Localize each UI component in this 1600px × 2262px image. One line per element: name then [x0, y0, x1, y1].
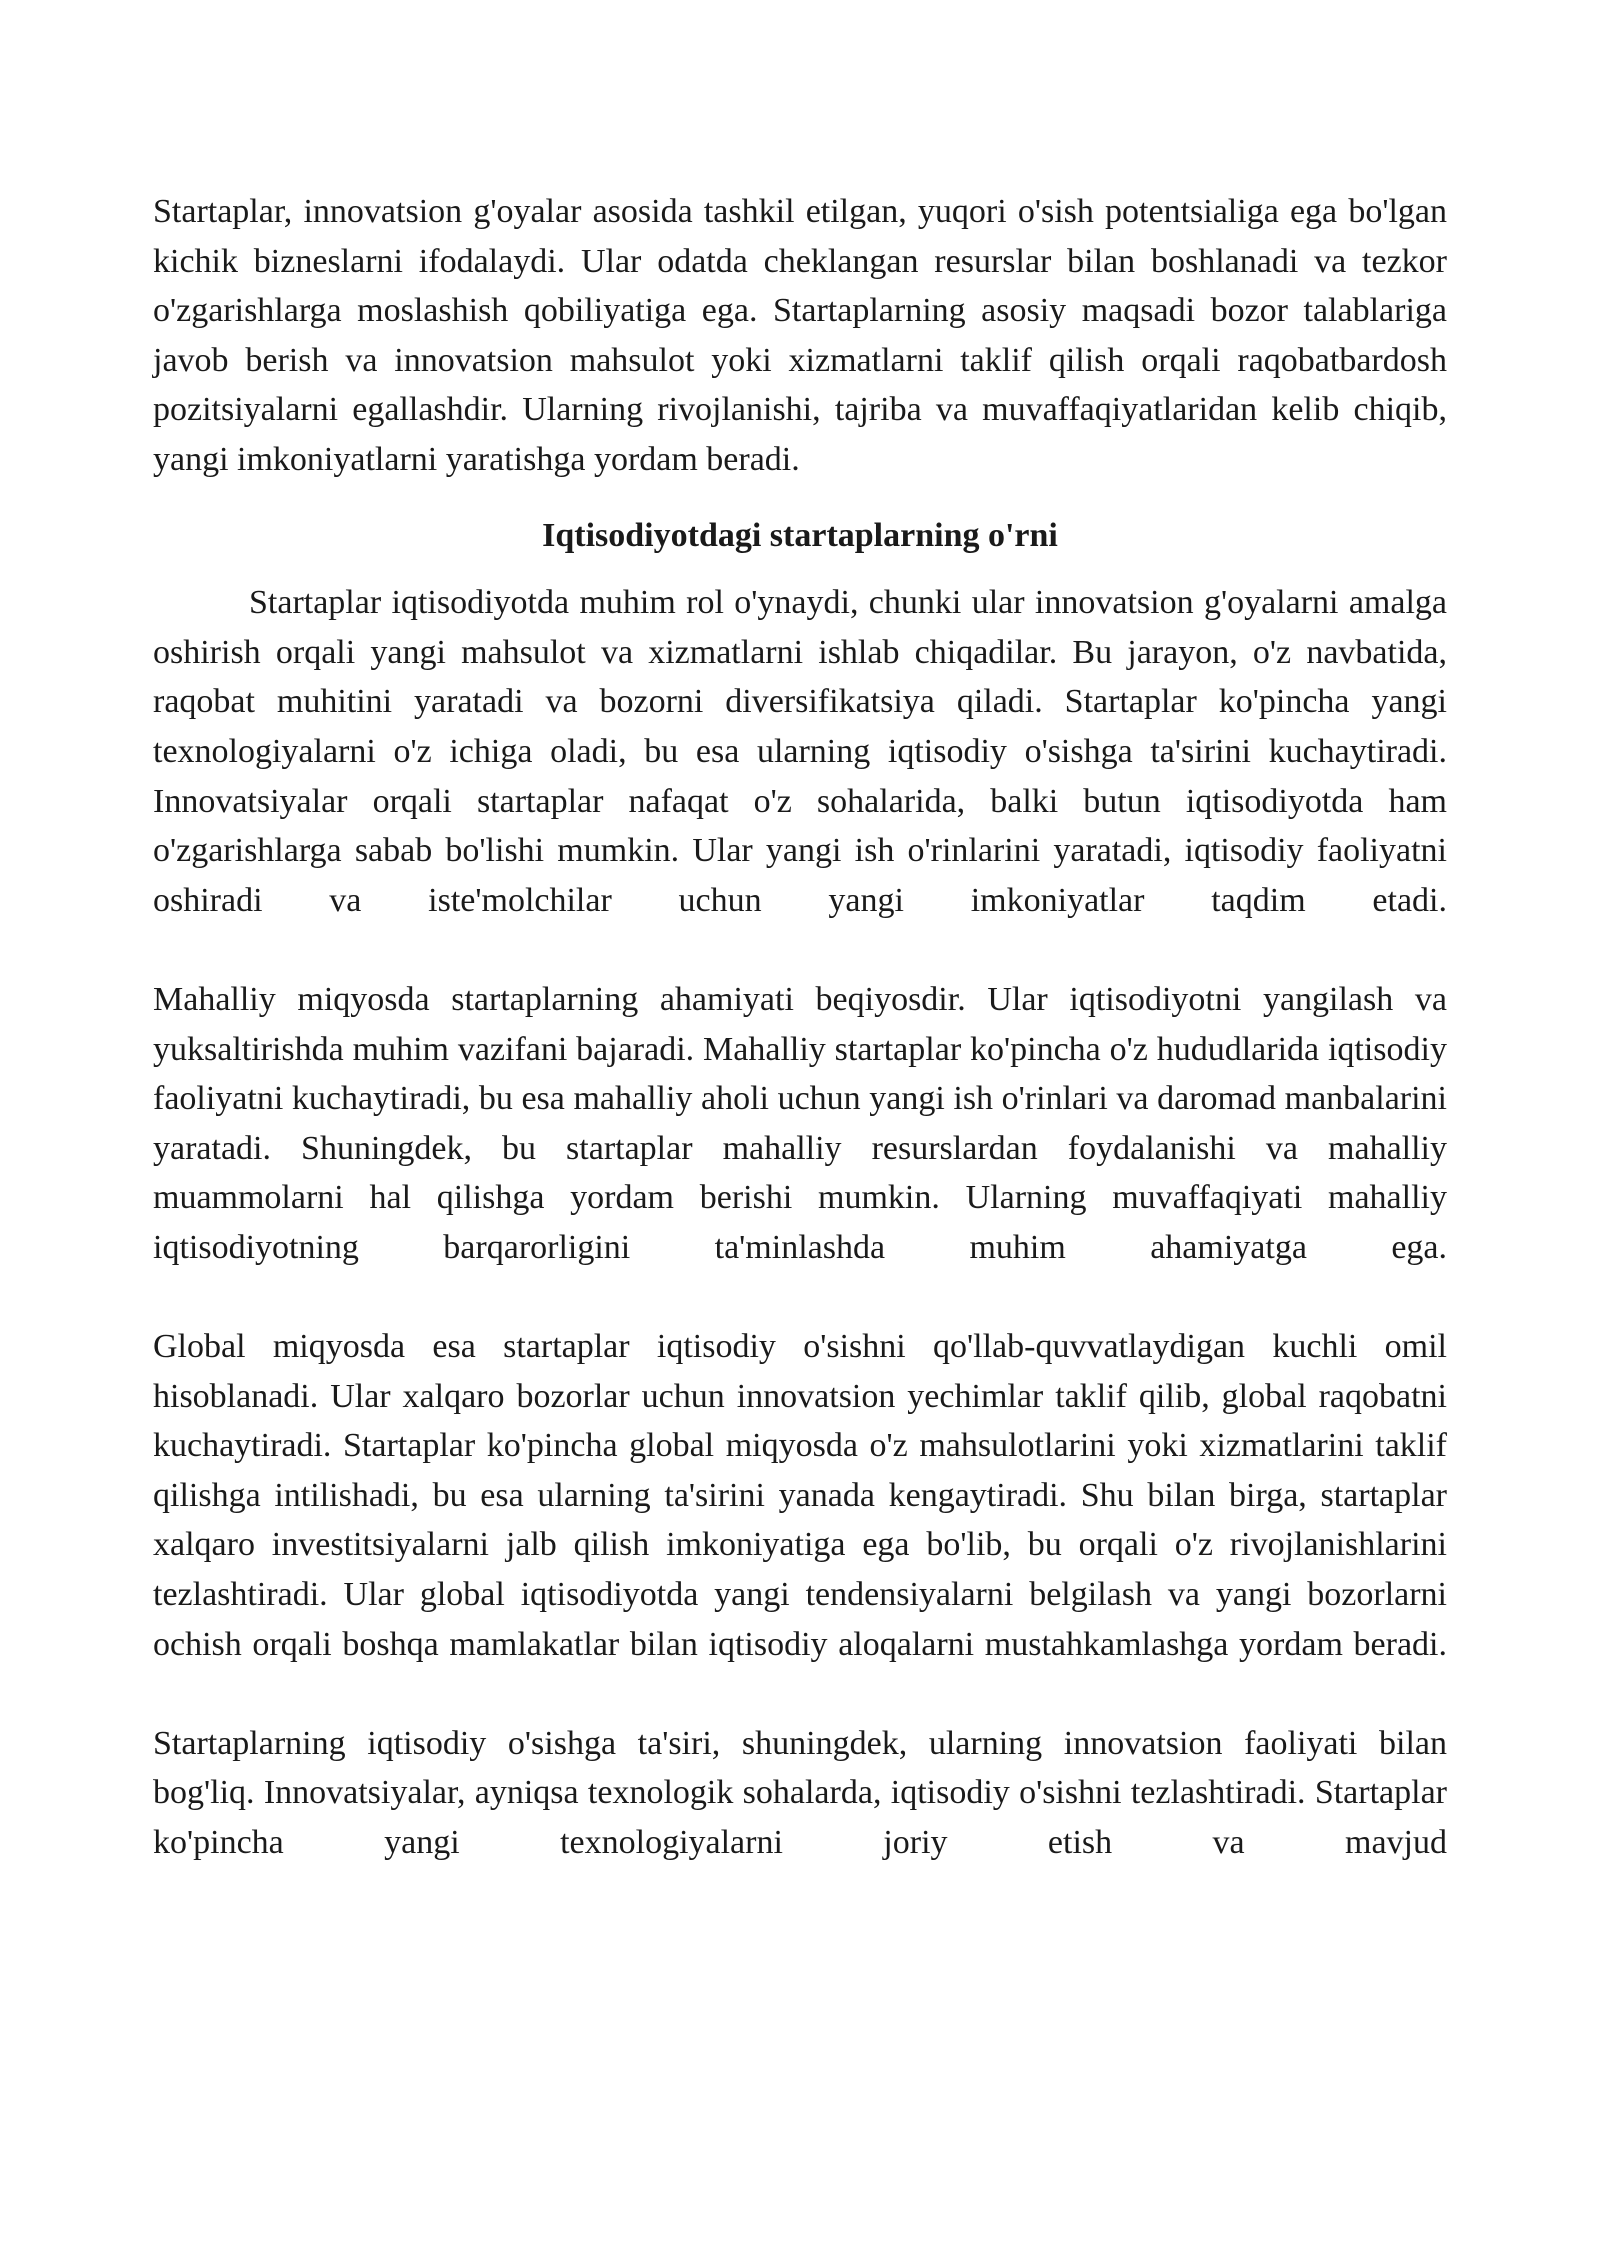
paragraph-clip: [153, 1719, 1447, 1868]
intro-paragraph: Startaplar, innovatsion g'oyalar asosida tashkil etilgan, yuqori o'sish potentsialiga ega bo'lgan kichik bizneslarni ifodalaydi. Ular odatda cheklangan resurslar bilan boshlanadi va tezkor o'zgarishlarga moslashish qobiliyatiga ega. Startaplarning asosiy maqsadi bozor talablariga javob berish va innovatsion mahsulot yoki xizmatlarni taklif qilish orqali raqobatbardosh pozitsiyalarni egallashdir. Ularning rivojlanishi, tajriba va muvaffaqiyatlaridan kelib chiqib, yangi imkoniyatlarni yaratishga yordam beradi.: [153, 193, 1447, 478]
paragraph-economy-role: Startaplar iqtisodiyotda muhim rol o'ynaydi, chunki ular innovatsion g'oyalarni amalga oshirish orqali yangi mahsulot va xizmatlarni ishlab chiqadilar. Bu jarayon, o'z navbatida, raqobat muhitini yaratadi va bozorni diversifikatsiya qiladi. Startaplar ko'pincha yangi texnologiyalarni o'z ichiga oladi, bu esa ularning iqtisodiy o'sishga ta'sirini kuchaytiradi. Innovatsiyalar orqali startaplar nafaqat o'z sohalarida, balki butun iqtisodiyotda ham o'zgarishlarga sabab bo'lishi mumkin. Ular yangi ish o'rinlarini yaratadi, iqtisodiy faoliyatni oshiradi va iste'molchilar uchun yangi imkoniyatlar taqdim etadi.: [153, 584, 1447, 919]
paragraph-spacer: [153, 925, 1447, 975]
section-heading: Iqtisodiyotdagi startaplarning o'rni: [542, 516, 1058, 554]
document-body: [153, 187, 1447, 1868]
paragraph-local-scale: Mahalliy miqyosda startaplarning ahamiyati beqiyosdir. Ular iqtisodiyotni yangilash va yuksaltirishda muhim vazifani bajaradi. Mahalliy startaplar ko'pincha o'z hududlarida iqtisodiy faoliyatni kuchaytiradi, bu esa mahalliy aholi uchun yangi ish o'rinlari va daromad manbalarini yaratadi. Shuningdek, bu startaplar mahalliy resurslardan foydalanishi va mahalliy muammolarni hal qilishga yordam berishi mumkin. Ularning muvaffaqiyati mahalliy iqtisodiyotning barqarorligini ta'minlashda muhim ahamiyatga ega.: [153, 980, 1447, 1266]
paragraph-spacer: [153, 1669, 1447, 1719]
paragraph-growth-impact: Startaplarning iqtisodiy o'sishga ta'siri, shuningdek, ularning innovatsion faoliyati bilan bog'liq. Innovatsiyalar, ayniqsa texnologik sohalarda, iqtisodiy o'sishni tezlashtiradi. Startaplar ko'pincha yangi texnologiyalarni joriy etish va mavjud: [153, 1724, 1447, 1861]
paragraph-global-scale: Global miqyosda esa startaplar iqtisodiy o'sishni qo'llab-quvvatlaydigan kuchli omil hisoblanadi. Ular xalqaro bozorlar uchun innovatsion yechimlar taklif qilib, global raqobatni kuchaytiradi. Startaplar ko'pincha global miqyosda o'z mahsulotlarini yoki xizmatlarini taklif qilishga intilishadi, bu esa ularning ta'sirini yanada kengaytiradi. Shu bilan birga, startaplar xalqaro investitsiyalarni jalb qilish imkoniyatiga ega bo'lib, bu orqali o'z rivojlanishlarini tezlashtiradi. Ular global iqtisodiyotda yangi tendensiyalarni belgilash va yangi bozorlarni ochish orqali boshqa mamlakatlar bilan iqtisodiy aloqalarni mustahkamlashga yordam beradi.: [153, 1328, 1447, 1663]
paragraph-spacer: [153, 1272, 1447, 1322]
